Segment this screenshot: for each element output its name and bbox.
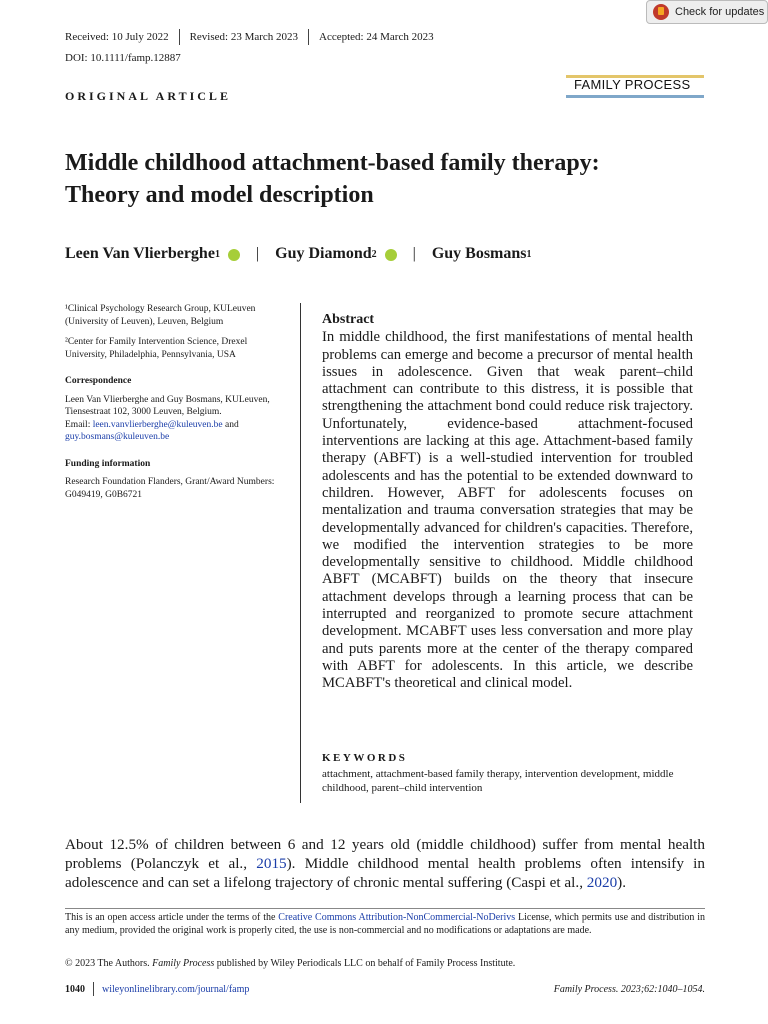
intro-text: ). <box>617 874 627 891</box>
citation-link[interactable]: 2020 <box>586 874 618 891</box>
page-number: 1040 <box>65 983 85 995</box>
logo-bar-bottom <box>566 95 704 98</box>
funding-heading: Funding information <box>65 458 151 469</box>
column-divider <box>300 303 301 803</box>
intro-text: ). Middle childhood mental health problems often intensify in adolescence and can set a lifelong trajectory of chronic mental suffering (Caspi et al., <box>65 855 705 891</box>
author-list <box>65 245 532 263</box>
orcid-icon[interactable] <box>385 249 397 261</box>
abstract-section <box>322 311 693 693</box>
revised-date: Revised: 23 March 2023 <box>189 31 299 43</box>
license-text: This is an open access article under the terms of the <box>65 912 279 923</box>
author-affiliation: 1 <box>214 248 220 260</box>
citation-link[interactable]: 2015 <box>256 855 287 872</box>
article-title <box>65 147 715 211</box>
abstract-heading: Abstract <box>322 312 375 327</box>
page-footer <box>65 982 705 996</box>
email-link-1[interactable]: leen.vanvlierberghe@kuleuven.be <box>92 419 223 430</box>
keywords-text: attachment, attachment-based family therapy, intervention development, middle childhood, parent–child intervention <box>322 768 674 794</box>
copyright-journal: Family Process <box>152 958 215 969</box>
email-and: and <box>222 419 239 430</box>
license-note <box>65 911 705 937</box>
accepted-date: Accepted: 24 March 2023 <box>319 31 434 43</box>
author-name[interactable]: Guy Bosmans <box>431 245 527 262</box>
keywords-heading: KEYWORDS <box>322 752 408 764</box>
footnote-rule <box>65 908 705 909</box>
author-name[interactable]: Guy Diamond <box>275 245 372 262</box>
journal-logo <box>566 75 704 99</box>
author-separator: | <box>255 245 260 262</box>
correspondence-text: Leen Van Vlierberghe and Guy Bosmans, KULeuven, Tiensestraat 102, 3000 Leuven, Belgium. <box>65 394 270 417</box>
intro-text: About 12.5% of children between 6 and 12 years old (middle childhood) suffer from mental health problems (Polanczyk et al., <box>65 836 705 872</box>
correspondence-heading: Correspondence <box>65 376 132 386</box>
title-line-1: Middle childhood attachment-based family therapy: <box>65 150 600 176</box>
correspondence-emails <box>65 419 285 444</box>
check-updates-label: Check for updates <box>675 6 765 18</box>
check-for-updates-button[interactable] <box>646 0 768 24</box>
check-updates-icon <box>653 4 669 20</box>
affiliation-2: ²Center for Family Intervention Science, Drexel University, Philadelphia, Pennsylvania, USA <box>65 337 248 360</box>
copyright-text: © 2023 The Authors. <box>65 958 153 969</box>
received-date: Received: 10 July 2022 <box>65 31 169 43</box>
email-link-2[interactable]: guy.bosmans@kuleuven.be <box>65 432 170 442</box>
article-type: ORIGINAL ARTICLE <box>65 89 231 103</box>
divider <box>179 29 180 45</box>
license-link[interactable]: Creative Commons Attribution-NonCommercial-NoDerivs <box>278 912 516 923</box>
journal-name: FAMILY PROCESS <box>574 77 691 92</box>
divider <box>308 29 309 45</box>
doi[interactable]: DOI: 10.1111/famp.12887 <box>65 52 181 64</box>
author-name[interactable]: Leen Van Vlierberghe <box>65 245 215 262</box>
article-dates <box>65 29 434 45</box>
journal-url-link[interactable]: wileyonlinelibrary.com/journal/famp <box>102 983 250 995</box>
journal-citation: Family Process. 2023;62:1040–1054. <box>553 983 705 995</box>
intro-paragraph <box>65 835 705 892</box>
copyright-text: published by Wiley Periodicals LLC on behalf of Family Process Institute. <box>214 958 516 969</box>
license-text: License, which permits use and distribution in any medium, provided the original work is properly cited, the use is non-commercial and no modifications or adaptations are made. <box>65 912 706 936</box>
author-affiliation: 1 <box>526 248 532 260</box>
funding-text: Research Foundation Flanders, Grant/Award Numbers: G049419, G0B6721 <box>65 477 275 500</box>
abstract-text: In middle childhood, the first manifestations of mental health problems can emerge and become a precursor of mental health issues in adolescence. Given that weak parent–child attachment can contribute to this distress, it is possible that strengthening the attachment bond could reduce risk trajectory. Unfortunately, evidence-based attachment-focused interventions are lacking at this age. Attachment-based family therapy (ABFT) is a well-studied intervention for troubled adolescents and has the potential to be extended downward to children. However, ABFT for adolescents focuses on mentalization and trauma conversation strategies that may be developmentally advanced for children's capacities. Therefore, we modified the intervention strategies to be more developmentally sensitive to childhood. Middle childhood ABFT (MCABFT) builds on the theory that insecure attachment develops through a learning process that can be interrupted and reorganized to promote secure attachment development. MCABFT uses less conversation and more play and puts parents more at the center of the therapy compared with ABFT for adolescents. In this article, we describe MCABFT's theoretical and clinical model. <box>322 329 693 692</box>
author-affiliation: 2 <box>371 248 377 260</box>
copyright-note <box>65 957 705 970</box>
affiliation-1: ¹Clinical Psychology Research Group, KULeuven (University of Leuven), Leuven, Belgium <box>65 304 256 327</box>
article-info-column <box>65 303 285 509</box>
divider <box>93 982 94 996</box>
title-line-2: Theory and model description <box>65 182 374 208</box>
orcid-icon[interactable] <box>228 249 240 261</box>
author-separator: | <box>412 245 416 262</box>
email-label: Email: <box>65 419 93 430</box>
